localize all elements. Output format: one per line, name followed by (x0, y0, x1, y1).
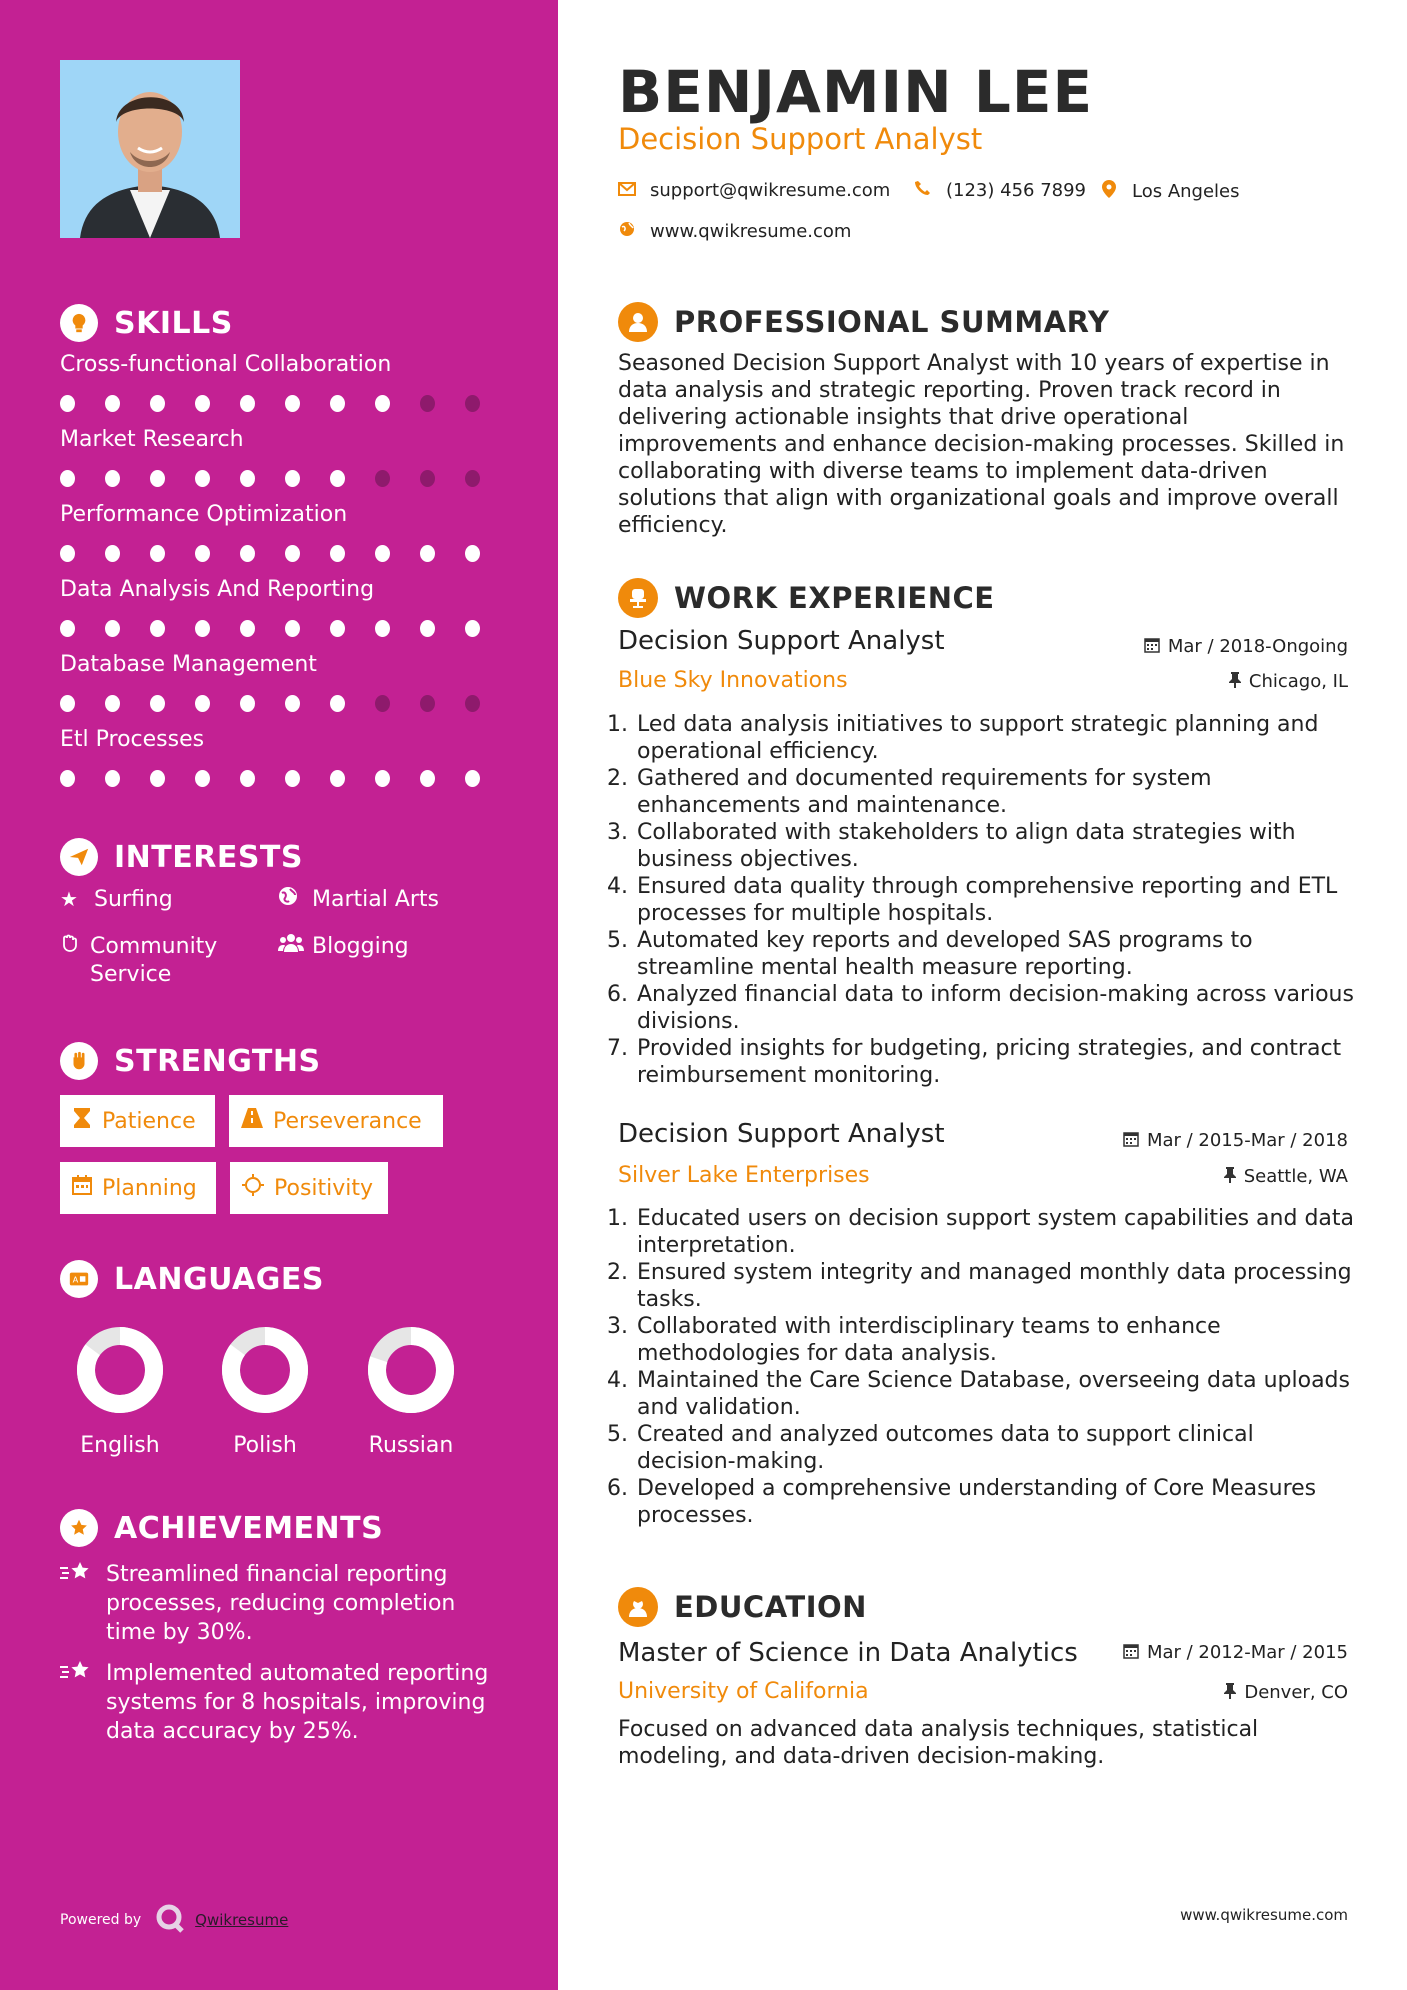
rating-dot (195, 695, 210, 712)
company-name: Silver Lake Enterprises (618, 1163, 870, 1188)
rating-dot (420, 395, 435, 412)
rating-dot (195, 545, 210, 562)
calendar-icon (1123, 1131, 1139, 1151)
hand-icon (60, 933, 80, 959)
rating-dot (285, 695, 300, 712)
skill-rating (60, 395, 510, 412)
skill-name: Data Analysis And Reporting (60, 577, 375, 602)
map-pin-icon (1100, 180, 1118, 203)
rating-dot (150, 695, 165, 712)
achievements-title: ACHIEVEMENTS (114, 1510, 384, 1546)
qwikresume-link[interactable]: Qwikresume (195, 1911, 289, 1929)
skill-item (60, 427, 510, 487)
skill-rating (60, 545, 510, 562)
skill-item (60, 352, 510, 412)
rating-dot (60, 395, 75, 412)
language-item (351, 1325, 471, 1458)
rating-dot (105, 695, 120, 712)
language-name: Polish (233, 1433, 297, 1458)
rating-dot (60, 470, 75, 487)
job-location: Chicago, IL (1229, 671, 1348, 692)
rating-dot (150, 545, 165, 562)
globe-icon (618, 221, 636, 242)
rating-dot (150, 770, 165, 787)
language-donut (220, 1325, 310, 1415)
user-icon (618, 302, 658, 342)
road-icon (241, 1108, 263, 1134)
rating-dot (105, 470, 120, 487)
achievement-item: Streamlined financial reporting processes, reducing completion time by 30%. (60, 1560, 500, 1647)
rating-dot (285, 545, 300, 562)
skill-item (60, 727, 510, 787)
rating-dot (465, 545, 480, 562)
svg-text:A: A (72, 1274, 79, 1285)
pushpin-icon (1224, 1167, 1236, 1187)
rating-dot (195, 470, 210, 487)
rating-dot (330, 395, 345, 412)
phone-icon (914, 180, 932, 201)
rating-dot (105, 620, 120, 637)
skill-item (60, 577, 510, 637)
education-location: Denver, CO (1224, 1682, 1348, 1703)
rating-dot (240, 620, 255, 637)
rating-dot (240, 395, 255, 412)
sidebar (0, 0, 558, 1990)
language-item (60, 1325, 180, 1458)
skill-name: Market Research (60, 427, 244, 452)
contact-website: www.qwikresume.com (618, 221, 851, 242)
duty-item: 6. Developed a comprehensive understanding of Core Measures processes. (635, 1475, 1358, 1529)
rating-dot (105, 395, 120, 412)
trophy-star-icon (60, 1509, 98, 1547)
job-duties (618, 1205, 1358, 1529)
rating-dot (375, 620, 390, 637)
interest-item: Martial Arts (278, 886, 439, 914)
experience-title: WORK EXPERIENCE (674, 581, 995, 615)
graduate-icon (618, 1587, 658, 1627)
achievement-item: Implemented automated reporting systems for 8 hospitals, improving data accuracy by 25%. (60, 1659, 500, 1746)
strength-badge: Positivity (230, 1162, 388, 1214)
rating-dot (465, 395, 480, 412)
rating-dot (105, 770, 120, 787)
company-name: Blue Sky Innovations (618, 668, 848, 693)
interest-item: ★ Surfing (60, 887, 173, 912)
rating-dot (375, 770, 390, 787)
skill-name: Performance Optimization (60, 502, 348, 527)
job-duties (618, 711, 1358, 1089)
duty-item: 3. Collaborated with stakeholders to align data strategies with business objectives. (635, 819, 1358, 873)
duty-item: 2. Gathered and documented requirements for system enhancements and maintenance. (635, 765, 1358, 819)
envelope-icon (618, 180, 636, 201)
candidate-role: Decision Support Analyst (618, 122, 983, 156)
duty-item: 7. Provided insights for budgeting, pricing strategies, and contract reimbursement monitoring. (635, 1035, 1358, 1089)
duty-item: 2. Ensured system integrity and managed monthly data processing tasks. (635, 1259, 1358, 1313)
shooting-star-icon (60, 1560, 106, 1647)
star-icon: ★ (60, 887, 78, 911)
rating-dot (195, 770, 210, 787)
rating-dot (330, 695, 345, 712)
job-dates: Mar / 2018-Ongoing (1144, 636, 1348, 657)
fist-icon (60, 1042, 98, 1080)
rating-dot (60, 770, 75, 787)
language-name: Russian (368, 1433, 454, 1458)
rating-dot (60, 620, 75, 637)
calendar-icon (72, 1175, 92, 1201)
education-title: EDUCATION (674, 1590, 867, 1624)
rating-dot (285, 620, 300, 637)
experience-heading (618, 578, 995, 618)
rating-dot (375, 545, 390, 562)
rating-dot (330, 770, 345, 787)
contact-location: Los Angeles (1100, 180, 1240, 203)
rating-dot (240, 695, 255, 712)
job-title: Decision Support Analyst (618, 626, 945, 656)
rating-dot (60, 545, 75, 562)
powered-by: Powered by Qwikresume (60, 1903, 288, 1937)
strength-badge: Perseverance (229, 1095, 443, 1147)
pushpin-icon (1229, 672, 1241, 692)
education-dates: Mar / 2012-Mar / 2015 (1123, 1642, 1348, 1663)
calendar-icon (1123, 1643, 1139, 1663)
profile-photo (60, 60, 240, 238)
skill-item (60, 502, 510, 562)
skill-name: Etl Processes (60, 727, 205, 752)
duty-item: 3. Collaborated with interdisciplinary teams to enhance methodologies for data analysis. (635, 1313, 1358, 1367)
pushpin-icon (1224, 1683, 1236, 1703)
duty-item: 4. Maintained the Care Science Database, overseeing data uploads and validation. (635, 1367, 1358, 1421)
rating-dot (195, 620, 210, 637)
skill-name: Cross-functional Collaboration (60, 352, 392, 377)
users-icon (278, 933, 302, 959)
rating-dot (240, 545, 255, 562)
interest-item: Community Service (60, 933, 260, 989)
summary-text: Seasoned Decision Support Analyst with 10 years of expertise in data analysis and strategic reporting. Proven track record in delivering actionable insights that drive operational improvements and enhance decision-making processes. Skilled in collaborating with diverse teams to implement data-driven solutions that align with organizational goals and improve overall efficiency. (618, 351, 1345, 538)
education-description: Focused on advanced data analysis techniques, statistical modeling, and data-driven decision-making. (618, 1717, 1259, 1769)
interest-item: Blogging (278, 933, 409, 961)
rating-dot (375, 395, 390, 412)
language-name: English (80, 1433, 160, 1458)
language-item (205, 1325, 325, 1458)
interests-title: INTERESTS (114, 839, 303, 875)
language-icon (60, 1260, 98, 1298)
skill-name: Database Management (60, 652, 317, 677)
strength-badge: Planning (60, 1162, 216, 1214)
strengths-title: STRENGTHS (114, 1043, 321, 1079)
duty-item: 5. Automated key reports and developed SAS programs to streamline mental health measure reporting. (635, 927, 1358, 981)
rating-dot (285, 470, 300, 487)
skill-rating (60, 470, 510, 487)
language-donut (366, 1325, 456, 1415)
rating-dot (420, 470, 435, 487)
languages-title: LANGUAGES (114, 1261, 324, 1297)
rating-dot (330, 545, 345, 562)
job-dates: Mar / 2015-Mar / 2018 (1123, 1130, 1348, 1151)
briefcase-chair-icon (618, 578, 658, 618)
summary-title: PROFESSIONAL SUMMARY (674, 305, 1110, 339)
languages-heading (60, 1260, 324, 1298)
skill-item (60, 652, 510, 712)
rating-dot (420, 770, 435, 787)
rating-dot (60, 695, 75, 712)
skill-rating (60, 695, 510, 712)
duty-item: 1. Led data analysis initiatives to support strategic planning and operational efficiency. (635, 711, 1358, 765)
rating-dot (330, 470, 345, 487)
rating-dot (285, 395, 300, 412)
candidate-name: BENJAMIN LEE (618, 58, 1094, 126)
rating-dot (240, 770, 255, 787)
rating-dot (465, 620, 480, 637)
rating-dot (150, 470, 165, 487)
education-heading (618, 1587, 867, 1627)
school-name: University of California (618, 1679, 869, 1704)
achievements-heading (60, 1509, 383, 1547)
skill-rating (60, 620, 510, 637)
rating-dot (330, 620, 345, 637)
main-content (618, 0, 1354, 1990)
contact-email: support@qwikresume.com (618, 180, 890, 201)
duty-item: 5. Created and analyzed outcomes data to support clinical decision-making. (635, 1421, 1358, 1475)
rating-dot (150, 395, 165, 412)
rating-dot (150, 620, 165, 637)
job-title: Decision Support Analyst (618, 1119, 945, 1149)
skills-title: SKILLS (114, 305, 233, 341)
paper-plane-icon (60, 838, 98, 876)
job-location: Seattle, WA (1224, 1166, 1348, 1187)
rating-dot (375, 695, 390, 712)
strengths-heading (60, 1042, 321, 1080)
hourglass-icon (72, 1107, 92, 1135)
calendar-icon (1144, 637, 1160, 657)
language-donut (75, 1325, 165, 1415)
strength-badge: Patience (60, 1095, 215, 1147)
rating-dot (420, 695, 435, 712)
qwikresume-logo-icon (155, 1903, 185, 1937)
rating-dot (465, 695, 480, 712)
skill-rating (60, 770, 510, 787)
sun-icon (242, 1174, 264, 1202)
footer-url[interactable]: www.qwikresume.com (1180, 1906, 1348, 1924)
duty-item: 1. Educated users on decision support system capabilities and data interpretation. (635, 1205, 1358, 1259)
rating-dot (375, 470, 390, 487)
rating-dot (420, 620, 435, 637)
rating-dot (285, 770, 300, 787)
globe-icon (278, 886, 302, 912)
lightbulb-icon (60, 304, 98, 342)
rating-dot (240, 470, 255, 487)
duty-item: 6. Analyzed financial data to inform decision-making across various divisions. (635, 981, 1358, 1035)
degree-title: Master of Science in Data Analytics (618, 1638, 1078, 1668)
rating-dot (465, 770, 480, 787)
shooting-star-icon (60, 1659, 106, 1746)
rating-dot (105, 545, 120, 562)
skills-heading (60, 304, 233, 342)
rating-dot (465, 470, 480, 487)
rating-dot (195, 395, 210, 412)
contact-phone: (123) 456 7899 (914, 180, 1086, 201)
summary-heading (618, 302, 1109, 342)
duty-item: 4. Ensured data quality through comprehensive reporting and ETL processes for multiple hospitals. (635, 873, 1358, 927)
rating-dot (420, 545, 435, 562)
interests-heading (60, 838, 303, 876)
